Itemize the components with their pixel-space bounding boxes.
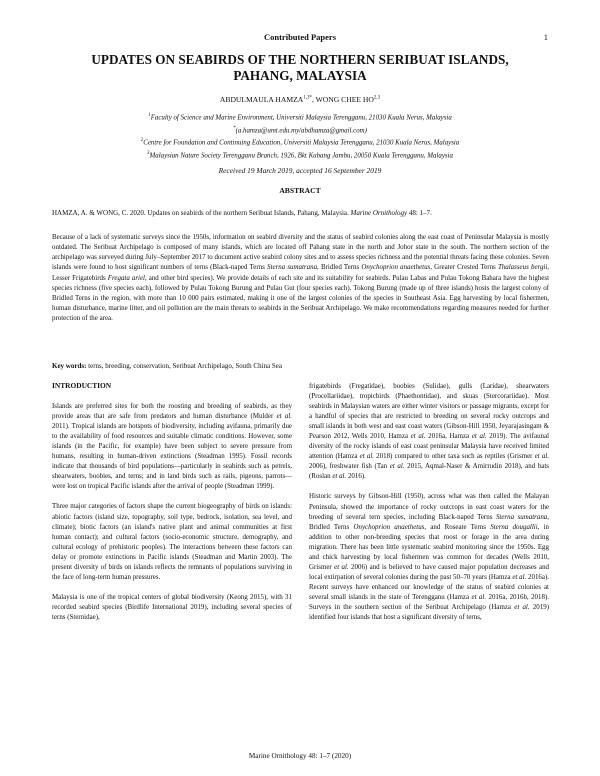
citation-text: HAMZA, A. & WONG, C. 2020. Updates on seabirds of the northern Seribuat Islands, Pahang, Malaysia. xyxy=(52,209,349,217)
text-run: Because of a lack of systematic surveys since the 1950s, information on seabird diversity and the status of seabird colonies along the east coast of Peninsular Malaysia is mostly outdated. The Seribuat Archipelago is composed of many islands, which are located off Pahang state in the north and Johor state in the south. The northern section of the archipelago was surveyed during July–September 2017 to document active seabird colony sites and to assess species richness and the potential threats facing these colonies. Seven islands were found to host significant numbers of terns (Black-naped Terns xyxy=(52,233,549,272)
italic-run: et al. xyxy=(471,432,487,441)
affiliation-3 xyxy=(0,149,600,162)
author-1-affiliation: 1,3* xyxy=(303,95,312,101)
text-run: , and Roseate Terns xyxy=(424,522,491,531)
text-run: , and other bird species). We provide details of each site and its suitability for seabirds. Pulau Labas and Pulau Tokong Bahara have the highest species richness (five species each), followed by Pulau Tokong Burung and Pulau Gut (four species each). Tokong Burung (made up of three islands) hosts the largest colony of Bridled Terns in the region, with more than 10 000 pairs estimated, making it one of the largest colonies of the species in Southeast Asia. Egg harvesting by local fishermen, human disturbance, marine litter, and oil pollution are the main threats to seabirds in the Seribuat Archipelago. We make recommendations regarding measures needed for further protection of the area. xyxy=(52,273,549,323)
affiliation-marker: 2 xyxy=(140,138,144,144)
italic-run: et al. xyxy=(471,592,487,601)
title-line-1: UPDATES ON SEABIRDS OF THE NORTHERN SERIBUAT ISLANDS, xyxy=(91,52,509,67)
text-run: 2006), freshwater fish (Tan xyxy=(309,462,390,471)
running-header xyxy=(0,32,600,44)
text-run: 2019). The avifaunal diversity of the rocky islands of east coast peninsular Malaysia have received limited attention (Hamza xyxy=(309,432,550,461)
affiliation-text: Centre for Foundation and Continuing Education, Universiti Malaysia Terengganu, 21030 Kuala Nerus, Malaysia xyxy=(143,139,460,147)
page-footer: Marine Ornithology 48: 1–7 (2020) xyxy=(248,752,352,760)
text-run: , Bridled Terns xyxy=(309,512,549,531)
author-list xyxy=(0,95,600,104)
citation-journal: Marine Ornithology xyxy=(350,209,408,217)
abstract-heading: ABSTRACT xyxy=(279,186,321,195)
text-run: 2006) and is believed to have caused major population decreases and local extirpation of several colonies during the past 50–70 years (Hamza xyxy=(309,562,550,581)
italic-run: et al. xyxy=(359,452,374,461)
paper-title xyxy=(40,52,560,84)
left-column xyxy=(52,381,292,632)
italic-run: Sterna sumatrana xyxy=(495,512,548,521)
text-run: 2011). Tropical islands are hotspots of biodiversity, including avifauna, primarily due to the availability of food resources and suitable climatic conditions. However, some islands (in the Pacific, for example) have been subject to severe pressure from humans, resulting in human-driven extinctions (Steadman 1995). Fossil records indicate that thousands of bird populations—particularly in seabirds such as petrels, shearwaters, boobies, and terns; and in land birds such as rails, pigeons, parrots—were lost on tropical Pacific islands after the arrival of people (Steadman 1999). xyxy=(52,422,292,491)
text-run: 2018) compared to other taxa such as reptiles (Grismer xyxy=(373,452,535,461)
section-label: Contributed Papers xyxy=(263,32,336,42)
right-column xyxy=(309,381,549,632)
affiliation-1 xyxy=(0,111,600,124)
abstract-body xyxy=(52,232,549,323)
text-run: , in addition to other non-breeding species that roost or forage in the area during migration. There has been little systematic seabird monitoring since the 1950s. Egg and chick harvesting by local fishermen was common for decades (Wells 2010, Grismer xyxy=(309,522,549,571)
text-run: Malaysia is one of the tropical centers of global biodiversity (Keong 2015), with 31 recorded seabird species (Birdlife International 2019), including several species of terns (Sternidae), xyxy=(52,592,292,621)
affiliation-marker: * xyxy=(233,125,236,131)
text-run: 2016a, 2016b, 2018). Surveys in the southern section of the Seribuat Archipelago (Hamza xyxy=(309,592,550,611)
title-line-2: PAHANG, MALAYSIA xyxy=(233,68,367,83)
text-run: Historic surveys by Gibson-Hill (1950), across what was then called the Malayan Peninsula, showed the importance of rocky outcrops in east coast waters for the breeding of several tern species, including Black-naped Terns xyxy=(309,492,549,521)
affiliations xyxy=(0,111,600,162)
italic-run: Fregata ariel xyxy=(107,273,145,282)
italic-run: et al. xyxy=(410,432,426,441)
affiliation-text: Malaysian Nature Society Terengganu Branch, 1926, Bkt Kubang Jambu, 20050 Kuala Terengganu, Malaysia xyxy=(149,152,453,160)
keywords xyxy=(52,362,549,370)
text-run: 2016). xyxy=(346,472,366,481)
author-separator: , xyxy=(311,95,316,104)
citation-volume: 48: 1–7. xyxy=(408,209,432,217)
affiliation-2 xyxy=(0,136,600,149)
italic-run: et al. xyxy=(334,562,349,571)
italic-run: et al. xyxy=(534,452,550,461)
italic-run: Onychoprion anaethetus xyxy=(361,263,431,272)
affiliation-email xyxy=(0,124,600,137)
italic-run: Thalasseus bergii xyxy=(497,263,548,272)
italic-run: Sterna sumatrana xyxy=(267,263,318,272)
paragraph xyxy=(52,401,292,491)
italic-run: et al. xyxy=(332,472,347,481)
affiliation-marker: 3 xyxy=(147,151,150,157)
italic-run: et al. xyxy=(276,412,293,421)
author-2: WONG CHEE HO xyxy=(315,95,374,104)
text-run: frigatebirds (Fregatidae), boobies (Sulidae), gulls (Laridae), shearwaters (Procellariidae), tropicbirds (Phaethontidae), and skuas (Stercorariidae). Most seabirds in Malaysian waters are either winter visitors or passage migrants, except for a handful of species that are restricted to breeding on several rocky outcrops and small islands in both west and east coast waters (Gibson-Hill 1950, Jeyarajasingam & Pearson 2012, Wells 2010, Hamza xyxy=(309,382,549,441)
paragraph xyxy=(52,501,292,581)
italic-run: Onychoprion anaethetus xyxy=(353,522,425,531)
text-run: 2016a, Hamza xyxy=(425,432,472,441)
author-2-affiliation: 2,3 xyxy=(373,95,381,101)
keywords-label: Key words: xyxy=(52,362,87,370)
text-run: Three major categories of factors shape the current biogeography of birds on islands: abiotic factors (island size, topography, soil type, bedrock, isolation, sea level, and climate); biotic factors (an island's native plant and animal communities at first human contact); and cultural factors (socio-economic structure, demography, and cultural ecology of prehistoric peoples). The interactions between these factors can delay or promote extinctions in Pacific islands (Steadman and Martin 2003). The present diversity of birds on islands reflects the remnants of populations surviving in the face of long-term human pressures. xyxy=(52,502,292,581)
italic-run: et al. xyxy=(514,602,530,611)
contact-email[interactable]: (a.hamza@umt.edu.my/abdhamza@gmail.com) xyxy=(235,127,367,134)
text-run: 2015, Aqmal-Naser & Amirrudin 2018), and bats (Roslan xyxy=(309,462,550,481)
paragraph xyxy=(52,592,292,622)
text-run: Islands are preferred sites for both the roosting and breeding of seabirds, as they provide areas that are safe from predators and human disturbance (Mulder xyxy=(52,402,292,421)
paragraph xyxy=(309,491,549,622)
affiliation-marker: 1 xyxy=(148,113,151,118)
text-run: 2019) identified four islands that host a significant diversity of terns, xyxy=(309,602,550,622)
affiliation-text: Faculty of Science and Marine Environment, Universiti Malaysia Terengganu, 21030 Kuala Nerus, Malaysia xyxy=(150,114,452,122)
page-number: 1 xyxy=(543,32,548,42)
introduction-heading: INTRODUCTION xyxy=(52,381,112,390)
author-1: ABDULMAULA HAMZA xyxy=(219,95,304,104)
text-run: , Bridled Terns xyxy=(317,263,362,272)
italic-run: Sterna dougallii xyxy=(490,522,538,531)
italic-run: et al. xyxy=(512,572,527,581)
paragraph xyxy=(309,381,549,481)
text-run: 2016a). Recent surveys have enhanced our knowledge of the status of seabird colonies at several small islands in the state of Terengganu (Hamza xyxy=(309,572,550,601)
text-run: , Greater Crested Terns xyxy=(430,263,498,272)
keywords-list: terns, breeding, conservation, Seribuat Archipelago, South China Sea xyxy=(86,362,282,370)
citation xyxy=(52,208,549,218)
italic-run: et al. xyxy=(389,462,405,471)
text-run: , Lesser Frigatebirds xyxy=(52,263,550,282)
received-accepted-dates: Received 19 March 2019, accepted 16 September 2019 xyxy=(218,166,382,175)
